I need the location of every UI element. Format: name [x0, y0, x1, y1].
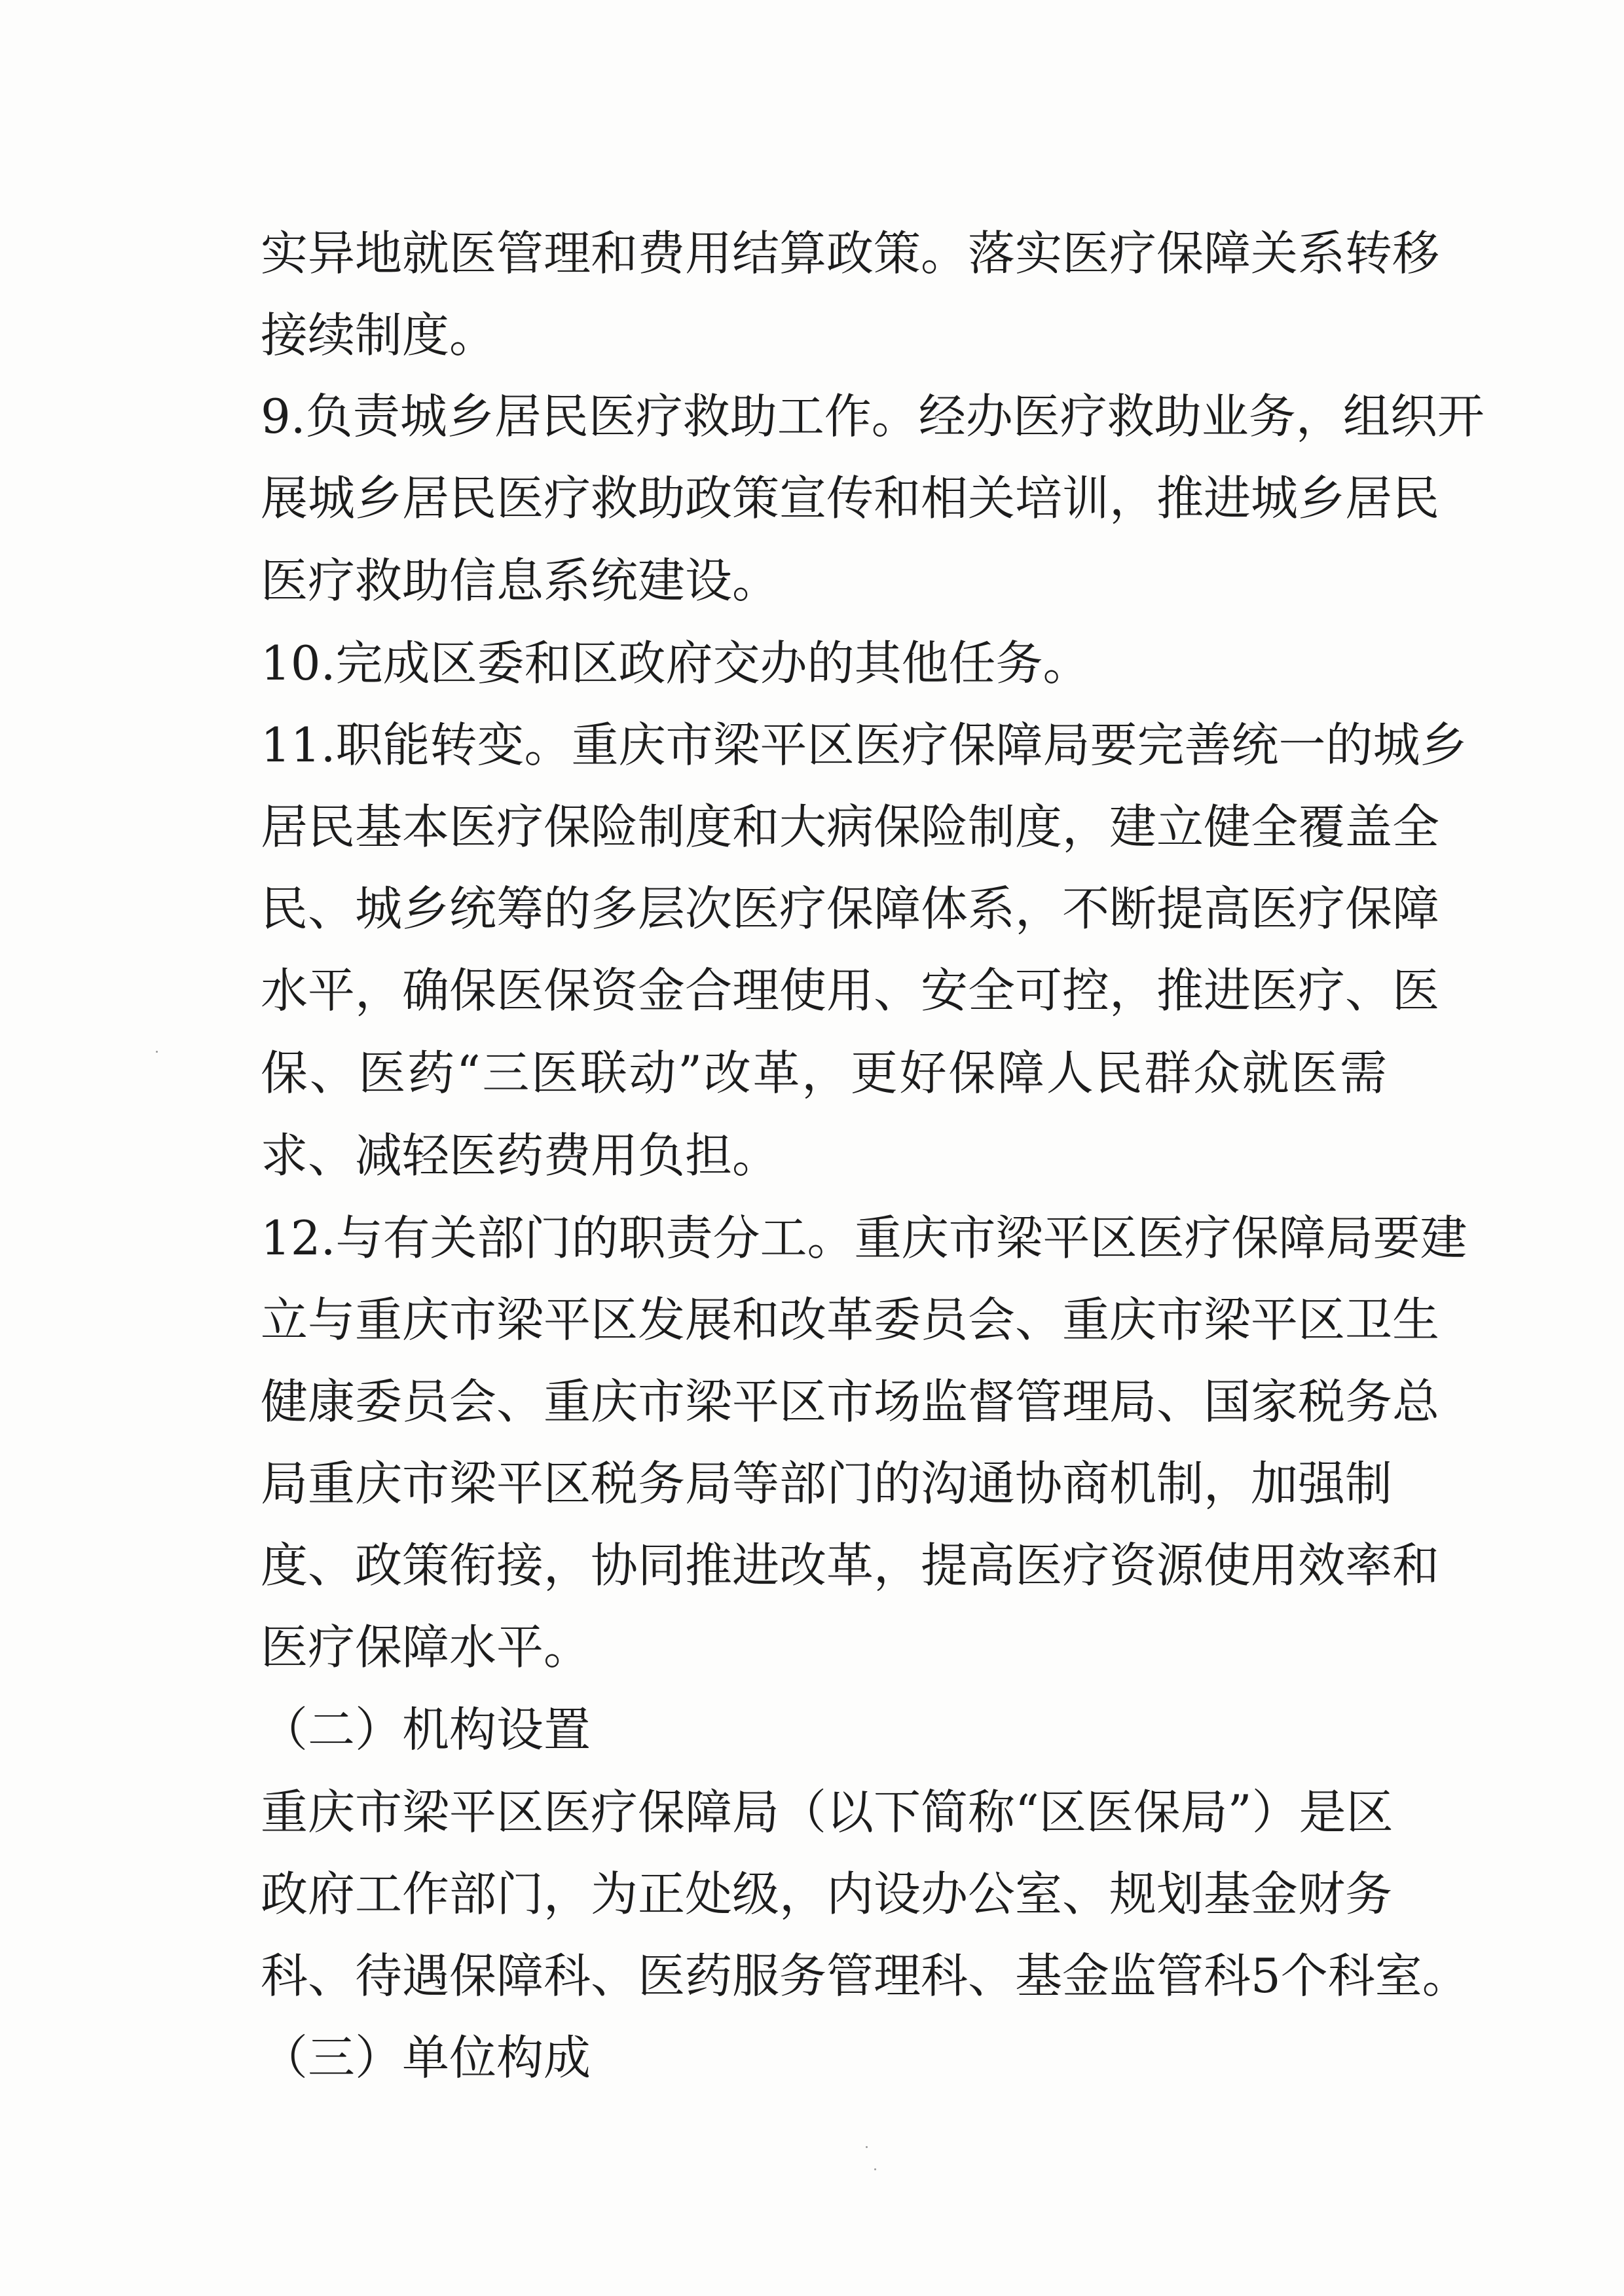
- text-line: 医疗救助信息系统建设。: [261, 553, 780, 608]
- text-line: 求、减轻医药费用负担。: [261, 1128, 780, 1183]
- section-heading: （三）单位构成: [261, 2030, 591, 2085]
- text-line: 水平，确保医保资金合理使用、安全可控，推进医疗、医: [261, 963, 1440, 1018]
- text-line: 度、政策衔接，协同推进改革，提高医疗资源使用效率和: [261, 1538, 1440, 1593]
- text-line: 医疗保障水平。: [261, 1620, 591, 1675]
- text-line: 展城乡居民医疗救助政策宣传和相关培训，推进城乡居民: [261, 471, 1440, 526]
- text-line: 局重庆市梁平区税务局等部门的沟通协商机制，加强制: [261, 1456, 1393, 1511]
- text-line: 实异地就医管理和费用结算政策。落实医疗保障关系转移: [261, 226, 1440, 281]
- text-line: 科、待遇保障科、医药服务管理科、基金监管科5个科室。: [261, 1948, 1469, 2003]
- text-line: 接续制度。: [261, 308, 497, 363]
- text-line: 9.负责城乡居民医疗救助工作。经办医疗救助业务，组织开: [261, 389, 1485, 444]
- text-line: 10.完成区委和区政府交办的其他任务。: [261, 636, 1090, 691]
- text-line: 政府工作部门，为正处级，内设办公室、规划基金财务: [261, 1867, 1393, 1922]
- text-line: 12.与有关部门的职责分工。重庆市梁平区医疗保障局要建: [261, 1211, 1467, 1266]
- text-line: 立与重庆市梁平区发展和改革委员会、重庆市梁平区卫生: [261, 1292, 1440, 1347]
- scan-speck: [156, 1051, 158, 1053]
- text-line: 民、城乡统筹的多层次医疗保障体系，不断提高医疗保障: [261, 881, 1440, 936]
- text-line: 重庆市梁平区医疗保障局（以下简称“区医保局”）是区: [261, 1785, 1393, 1840]
- scan-speck: [874, 2168, 876, 2170]
- text-line: 11.职能转变。重庆市梁平区医疗保障局要完善统一的城乡: [261, 718, 1467, 773]
- text-line: 居民基本医疗保险制度和大病保险制度，建立健全覆盖全: [261, 799, 1440, 854]
- section-heading: （二）机构设置: [261, 1702, 591, 1757]
- text-line: 健康委员会、重庆市梁平区市场监督管理局、国家税务总: [261, 1374, 1440, 1429]
- scan-speck: [866, 2146, 868, 2148]
- text-line: 保、医药“三医联动”改革，更好保障人民群众就医需: [261, 1046, 1387, 1101]
